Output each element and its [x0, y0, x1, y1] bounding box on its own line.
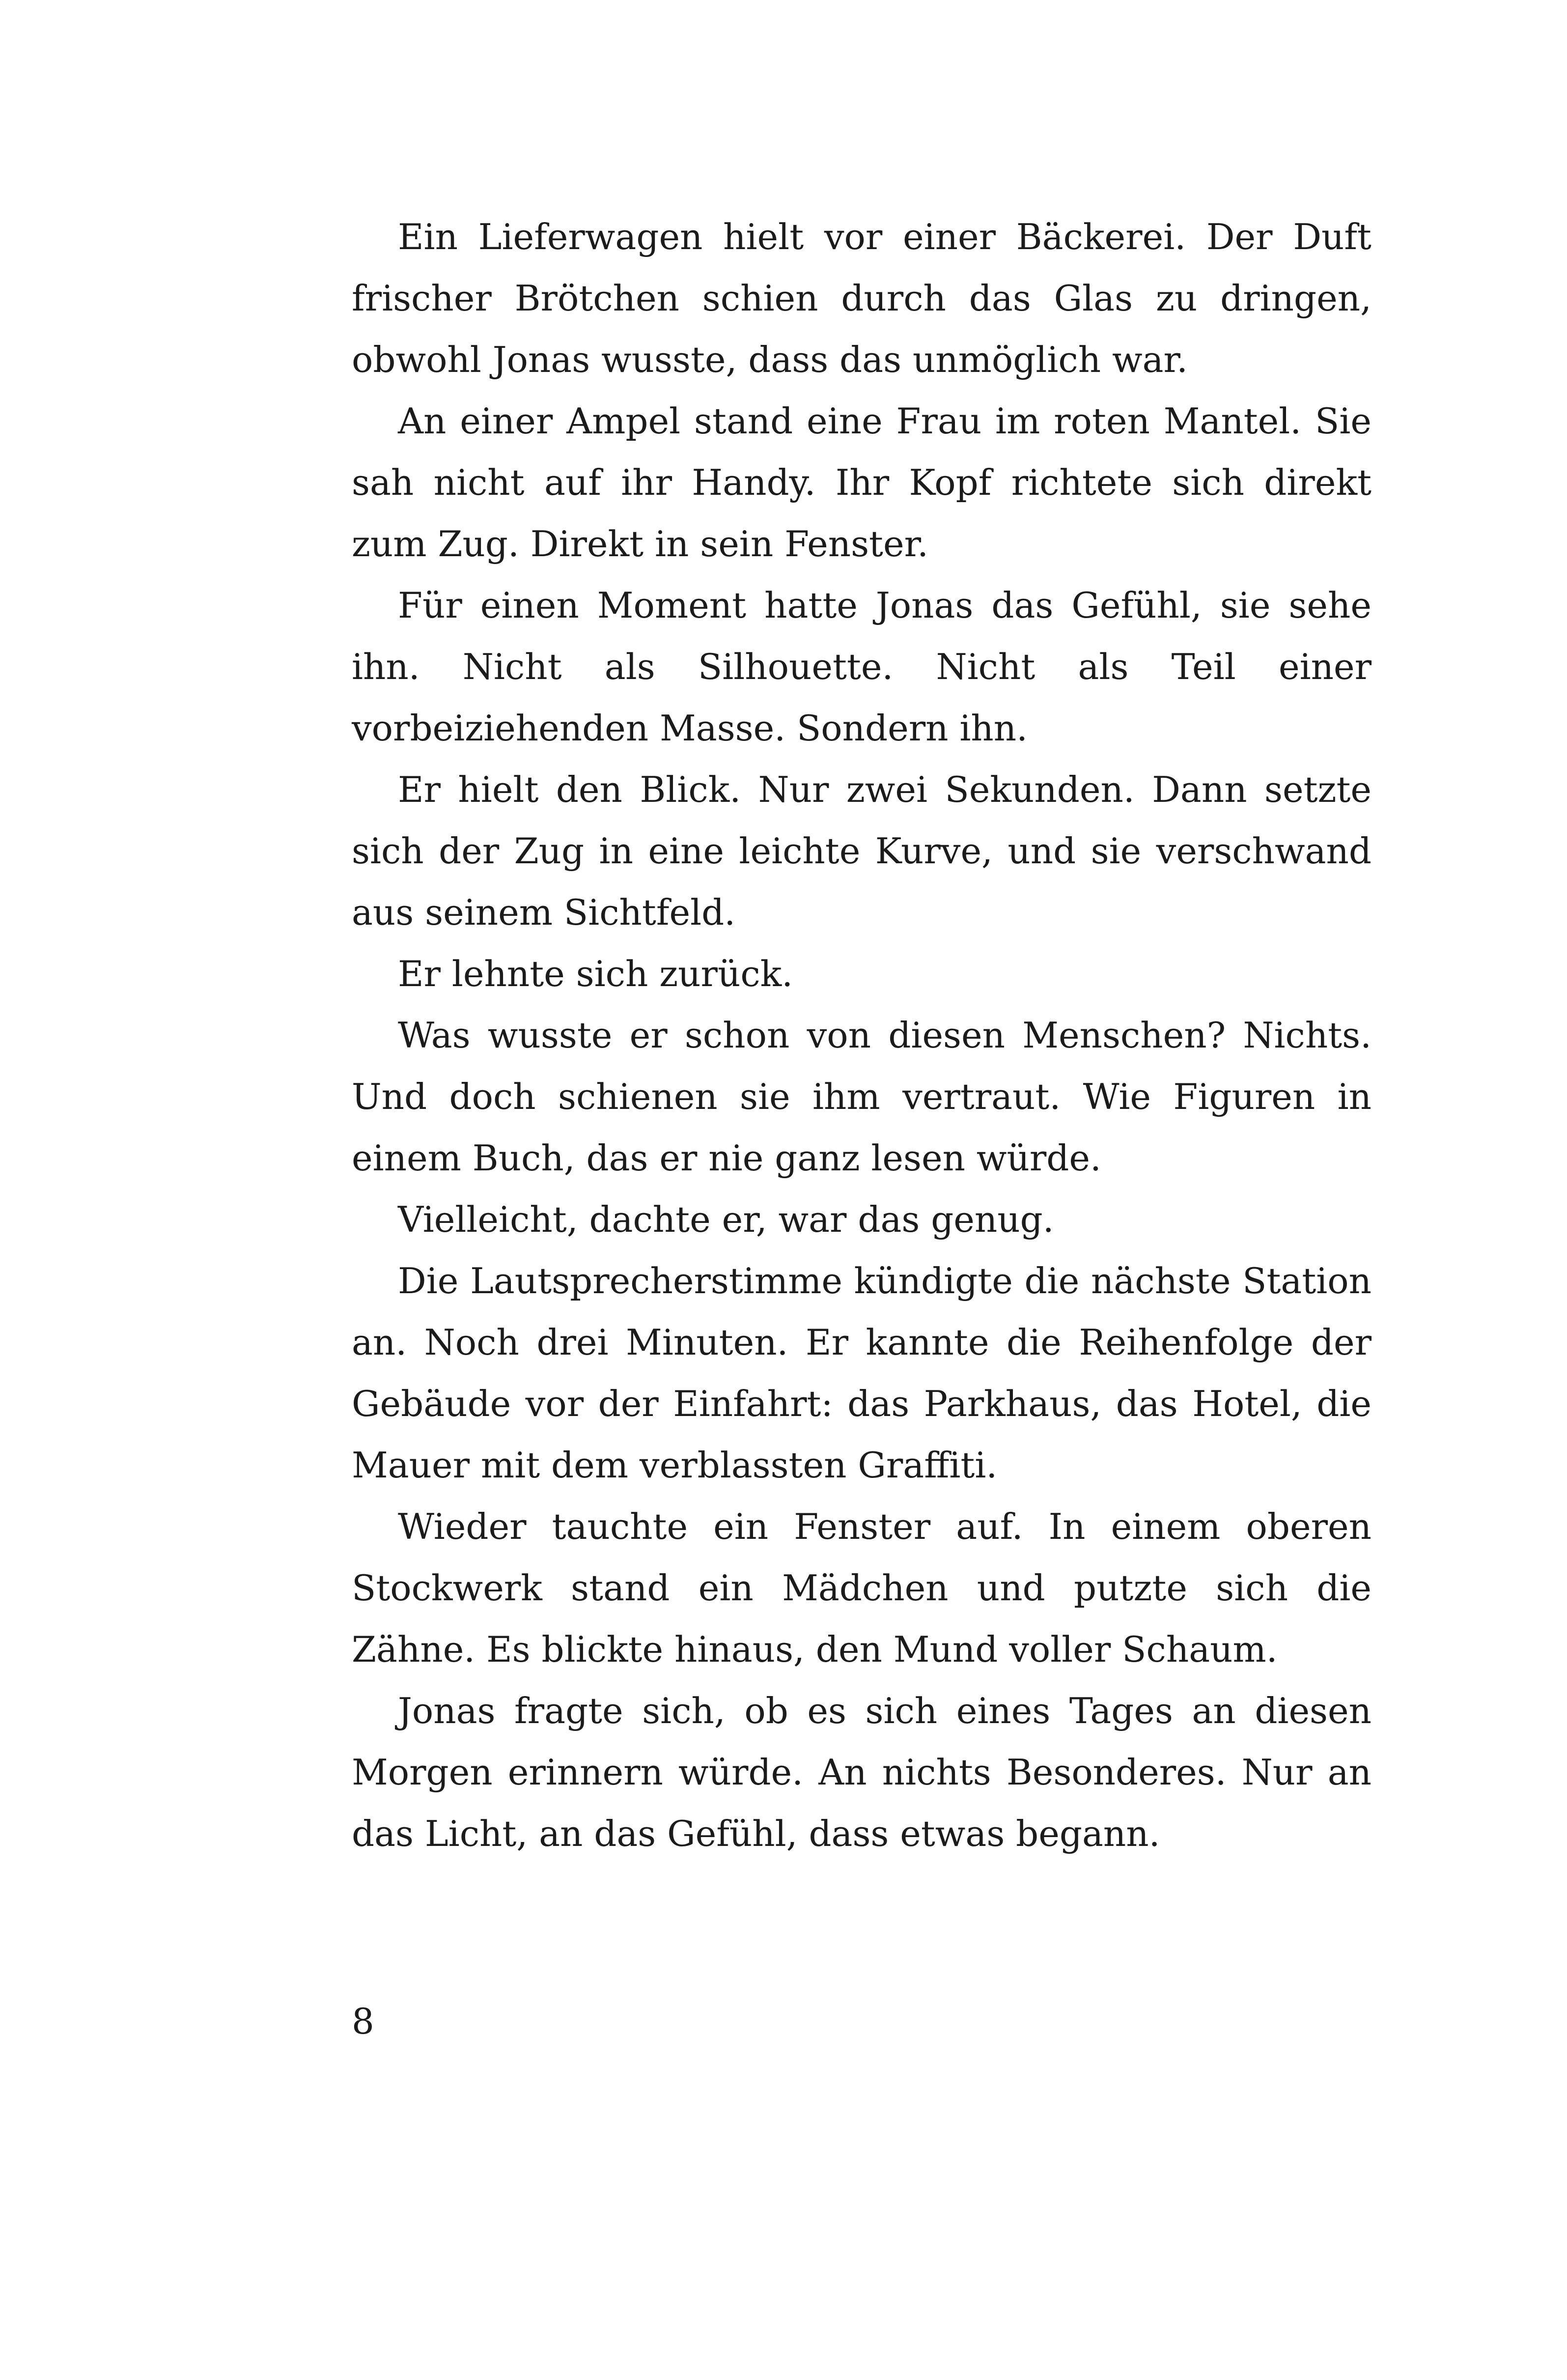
paragraph: Was wusste er schon von diesen Menschen? Nichts. Und doch schienen sie ihm vertraut. Wie Figuren in einem Buch, das er nie ganz lesen würde.: [352, 1015, 1371, 1179]
paragraph: An einer Ampel stand eine Frau im roten Mantel. Sie sah nicht auf ihr Handy. Ihr Kopf richtete sich direkt zum Zug. Direkt in sein Fenster.: [352, 400, 1371, 565]
paragraph: Für einen Moment hatte Jonas das Gefühl, sie sehe ihn. Nicht als Silhouette. Nicht als Teil einer vorbeiziehenden Masse. Sondern ihn.: [352, 585, 1371, 749]
paragraph: Vielleicht, dachte er, war das genug.: [398, 1199, 1054, 1240]
body-text: [352, 206, 1371, 1865]
paragraph: Jonas fragte sich, ob es sich eines Tages an diesen Morgen erinnern würde. An nichts Besonderes. Nur an das Licht, an das Gefühl, dass etwas begann.: [352, 1690, 1371, 1854]
paragraph: Wieder tauchte ein Fenster auf. In einem oberen Stockwerk stand ein Mädchen und putzte sich die Zähne. Es blickte hinaus, den Mund voller Schaum.: [352, 1506, 1371, 1670]
paragraph: Er lehnte sich zurück.: [398, 953, 793, 994]
paragraph: Die Lautsprecherstimme kündigte die nächste Station an. Noch drei Minuten. Er kannte die Reihenfolge der Gebäude vor der Einfahrt: das Parkhaus, das Hotel, die Mauer mit dem verblassten Graffiti.: [352, 1260, 1371, 1486]
page-number: 8: [352, 2001, 374, 2042]
paragraph: Ein Lieferwagen hielt vor einer Bäckerei. Der Duft frischer Brötchen schien durch das Glas zu dringen, obwohl Jonas wusste, dass das unmöglich war.: [352, 216, 1371, 380]
paragraph: Er hielt den Blick. Nur zwei Sekunden. Dann setzte sich der Zug in eine leichte Kurve, und sie verschwand aus seinem Sichtfeld.: [352, 769, 1371, 933]
